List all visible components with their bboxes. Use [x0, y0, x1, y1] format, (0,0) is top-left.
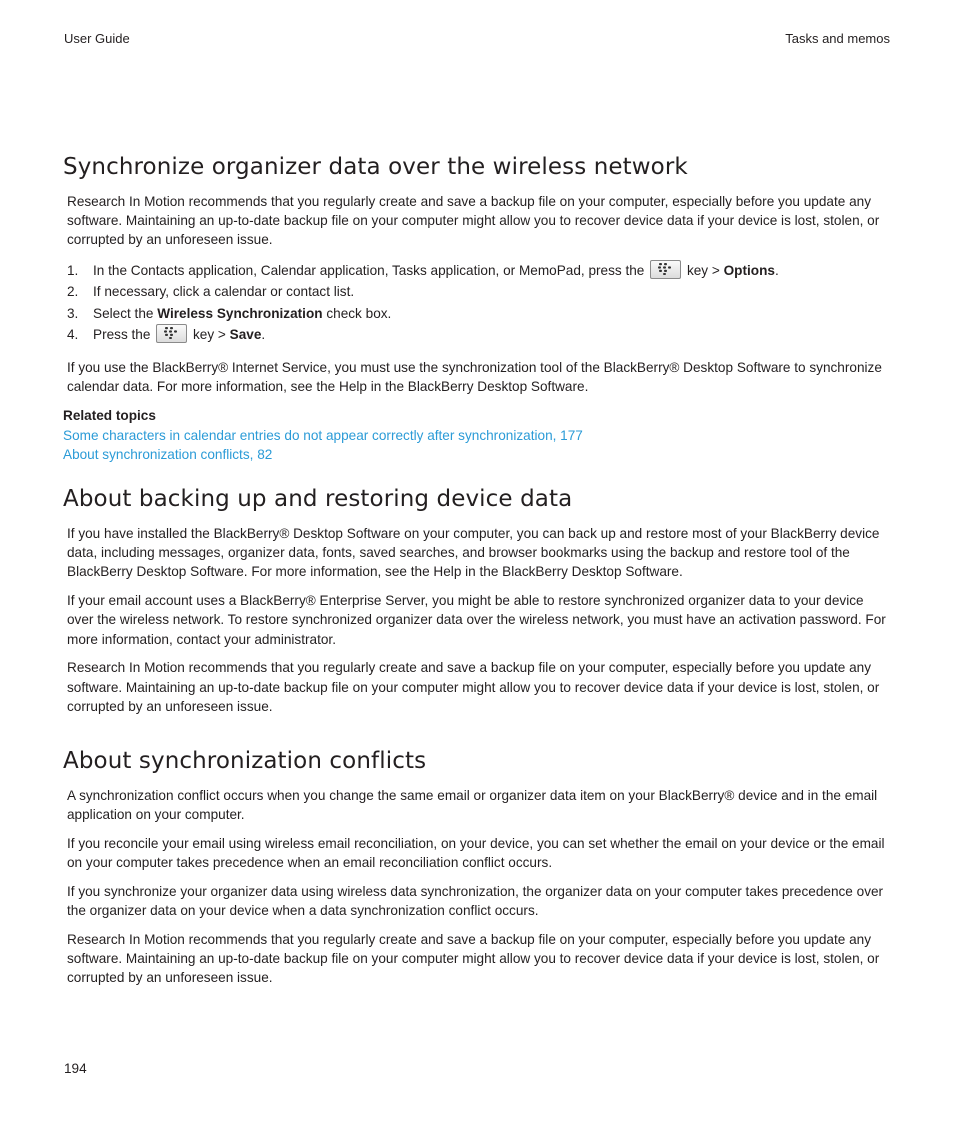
body-paragraph: If you reconcile your email using wireless email reconciliation, on your device, you can set whether the email on your device or the email on your computer takes precedence when an email reconciliation conflict occurs. [67, 836, 885, 871]
section-title: About backing up and restoring device data [63, 486, 573, 512]
section-title: About synchronization conflicts [63, 748, 427, 774]
body-paragraph: If your email account uses a BlackBerry® Enterprise Server, you might be able to restore synchronized organizer data to your device over the wireless network. To restore synchronized organizer data over the wireless network, you must have an activation password. For more information, contact your administrator. [67, 593, 886, 647]
running-header-left: User Guide [64, 31, 130, 46]
step-text: Press the [93, 327, 151, 343]
step-text-key: key > [686, 262, 720, 278]
step-bold-term: Save [229, 327, 262, 343]
step-text: In the Contacts application, Calendar application, Tasks application, or MemoPad, press the [93, 262, 645, 278]
section-sync-organizer [63, 152, 893, 464]
step-number: 1. [67, 262, 79, 278]
section-sync-conflicts [63, 746, 893, 997]
steps-list [67, 260, 893, 346]
body-paragraph: Research In Motion recommends that you regularly create and save a backup file on your computer, especially before you update any software. Maintaining an up-to-date backup file on your computer might allow you to recover device data if your device is lost, stolen, or corrupted by an unforeseen issue. [67, 932, 880, 986]
step-item [67, 281, 893, 303]
step-item [67, 260, 893, 282]
step-bold-term: Wireless Synchronization [157, 305, 323, 321]
blackberry-menu-key-icon [156, 324, 187, 343]
body-paragraph: If you have installed the BlackBerry® Desktop Software on your computer, you can back up and restore most of your BlackBerry device data, including messages, organizer data, fonts, saved searches, and browser bookmarks using the backup and restore tool of the BlackBerry Desktop Software. For more information, see the Help in the BlackBerry Desktop Software. [67, 526, 880, 580]
section-backup-restore [63, 484, 893, 726]
related-topics-heading: Related topics [63, 407, 156, 423]
step-item [67, 303, 893, 325]
body-paragraph: Research In Motion recommends that you regularly create and save a backup file on your computer, especially before you update any software. Maintaining an up-to-date backup file on your computer might allow you to recover device data if your device is lost, stolen, or corrupted by an unforeseen issue. [67, 660, 880, 714]
related-topic-link[interactable]: About synchronization conflicts, 82 [63, 447, 273, 463]
step-number: 3. [67, 305, 79, 321]
step-end: . [261, 327, 266, 343]
running-header-right: Tasks and memos [785, 31, 890, 46]
section-title: Synchronize organizer data over the wireless network [63, 154, 688, 180]
step-text-key: key > [192, 327, 226, 343]
note-paragraph: If you use the BlackBerry® Internet Service, you must use the synchronization tool of the BlackBerry® Desktop Software to synchronize calendar data. For more information, see the Help in the BlackBerry Desktop Software. [67, 359, 882, 394]
step-text: If necessary, click a calendar or contact list. [93, 284, 355, 300]
intro-paragraph: Research In Motion recommends that you regularly create and save a backup file on your computer, especially before you update any software. Maintaining an up-to-date backup file on your computer might allow you to recover device data if your device is lost, stolen, or corrupted by an unforeseen issue. [67, 194, 880, 248]
step-text: Select the [93, 305, 154, 321]
body-paragraph: If you synchronize your organizer data using wireless data synchronization, the organizer data on your computer takes precedence over the organizer data on your device when a data synchronization conflict occurs. [67, 884, 884, 919]
page-number: 194 [64, 1061, 87, 1076]
related-topic-link[interactable]: Some characters in calendar entries do not appear correctly after synchronization, 177 [63, 427, 583, 443]
step-end: . [774, 262, 779, 278]
step-number: 4. [67, 327, 79, 343]
body-paragraph: A synchronization conflict occurs when you change the same email or organizer data item on your BlackBerry® device and in the email application on your computer. [67, 788, 878, 823]
step-end: check box. [326, 305, 392, 321]
blackberry-menu-key-icon [650, 260, 681, 279]
step-number: 2. [67, 284, 79, 300]
step-item [67, 324, 893, 346]
step-bold-term: Options [723, 262, 775, 278]
